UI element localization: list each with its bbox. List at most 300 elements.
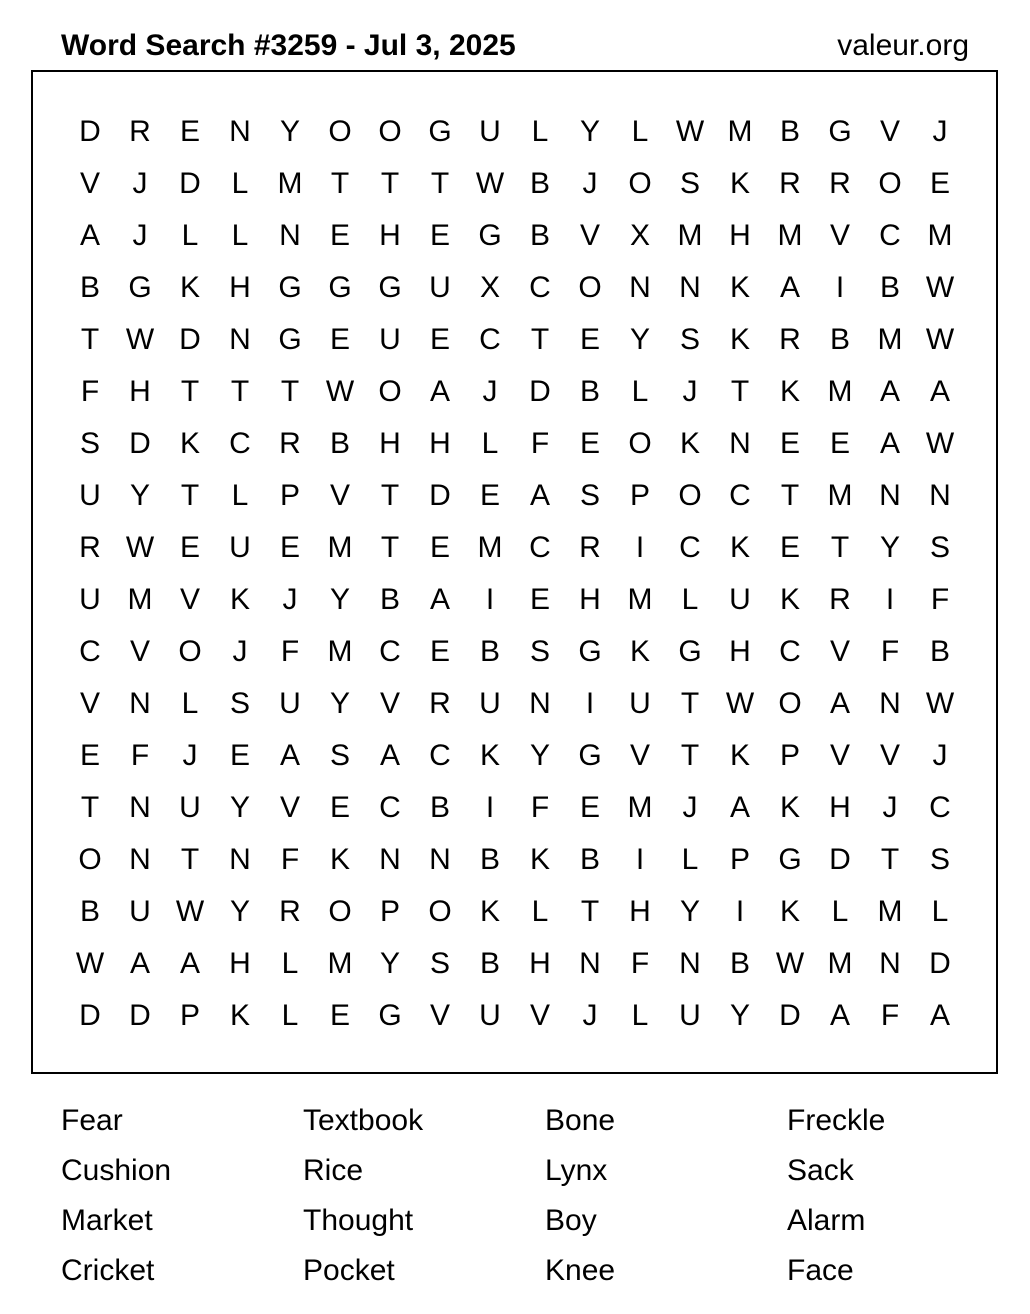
grid-letter[interactable]: T (780, 479, 800, 512)
grid-letter[interactable]: T (80, 323, 100, 356)
grid-letter[interactable]: Y (129, 479, 150, 512)
grid-letter[interactable]: V (79, 687, 100, 720)
grid-letter[interactable]: N (129, 843, 151, 876)
grid-letter[interactable]: P (279, 479, 300, 512)
grid-letter[interactable]: D (129, 999, 151, 1032)
grid-letter[interactable]: W (125, 531, 155, 564)
grid-letter[interactable]: G (678, 635, 702, 668)
grid-letter[interactable]: P (779, 739, 800, 772)
grid-letter[interactable]: M (477, 531, 503, 564)
grid-letter[interactable]: N (129, 687, 151, 720)
grid-letter[interactable]: O (78, 843, 102, 876)
grid-letter[interactable]: T (230, 375, 250, 408)
grid-letter[interactable]: U (79, 479, 101, 512)
grid-letter[interactable]: S (679, 167, 700, 200)
grid-letter[interactable]: U (379, 323, 401, 356)
grid-letter[interactable]: U (429, 271, 451, 304)
grid-letter[interactable]: T (330, 167, 350, 200)
grid-letter[interactable]: F (930, 583, 950, 616)
grid-letter[interactable]: U (79, 583, 101, 616)
grid-letter[interactable]: M (877, 895, 903, 928)
grid-letter[interactable]: E (179, 115, 200, 148)
grid-letter[interactable]: R (829, 167, 851, 200)
grid-letter[interactable]: E (479, 479, 500, 512)
grid-letter[interactable]: L (631, 999, 649, 1032)
grid-letter[interactable]: L (681, 583, 699, 616)
grid-letter[interactable]: A (529, 479, 550, 512)
grid-letter[interactable]: T (180, 375, 200, 408)
grid-letter[interactable]: C (379, 791, 401, 824)
grid-letter[interactable]: U (479, 687, 501, 720)
grid-letter[interactable]: N (679, 271, 701, 304)
grid-letter[interactable]: C (529, 531, 551, 564)
grid-letter[interactable]: T (280, 375, 300, 408)
grid-letter[interactable]: H (229, 271, 251, 304)
grid-letter[interactable]: M (127, 583, 153, 616)
grid-letter[interactable]: E (829, 427, 850, 460)
grid-letter[interactable]: C (779, 635, 801, 668)
grid-letter[interactable]: V (279, 791, 300, 824)
grid-letter[interactable]: E (179, 531, 200, 564)
grid-letter[interactable]: N (229, 323, 251, 356)
grid-letter[interactable]: N (129, 791, 151, 824)
grid-letter[interactable]: J (582, 167, 598, 200)
grid-letter[interactable]: A (929, 375, 950, 408)
grid-letter[interactable]: T (380, 479, 400, 512)
grid-letter[interactable]: B (879, 271, 900, 304)
grid-letter[interactable]: J (132, 219, 148, 252)
grid-letter[interactable]: O (328, 895, 352, 928)
grid-letter[interactable]: A (79, 219, 100, 252)
grid-letter[interactable]: P (729, 843, 750, 876)
grid-letter[interactable]: E (579, 323, 600, 356)
grid-letter[interactable]: X (629, 219, 650, 252)
grid-letter[interactable]: V (129, 635, 150, 668)
grid-letter[interactable]: M (327, 531, 353, 564)
grid-letter[interactable]: J (882, 791, 898, 824)
grid-letter[interactable]: C (79, 635, 101, 668)
grid-letter[interactable]: E (229, 739, 250, 772)
grid-letter[interactable]: M (777, 219, 803, 252)
grid-letter[interactable]: U (129, 895, 151, 928)
grid-letter[interactable]: D (429, 479, 451, 512)
grid-letter[interactable]: G (478, 219, 502, 252)
grid-letter[interactable]: W (325, 375, 355, 408)
grid-letter[interactable]: R (279, 895, 301, 928)
grid-letter[interactable]: B (929, 635, 950, 668)
grid-letter[interactable]: C (679, 531, 701, 564)
grid-letter[interactable]: H (829, 791, 851, 824)
grid-letter[interactable]: E (779, 531, 800, 564)
grid-letter[interactable]: A (129, 947, 150, 980)
grid-letter[interactable]: R (429, 687, 451, 720)
grid-letter[interactable]: V (829, 635, 850, 668)
grid-letter[interactable]: N (579, 947, 601, 980)
grid-letter[interactable]: H (529, 947, 551, 980)
grid-letter[interactable]: T (380, 531, 400, 564)
grid-letter[interactable]: E (529, 583, 550, 616)
grid-letter[interactable]: Y (579, 115, 600, 148)
grid-letter[interactable]: O (878, 167, 902, 200)
grid-letter[interactable]: D (179, 323, 201, 356)
grid-letter[interactable]: K (779, 583, 800, 616)
grid-letter[interactable]: E (429, 635, 450, 668)
grid-letter[interactable]: D (779, 999, 801, 1032)
grid-letter[interactable]: J (932, 739, 948, 772)
grid-letter[interactable]: W (75, 947, 105, 980)
grid-letter[interactable]: K (179, 427, 200, 460)
grid-letter[interactable]: M (727, 115, 753, 148)
grid-letter[interactable]: T (680, 687, 700, 720)
grid-letter[interactable]: V (629, 739, 650, 772)
grid-letter[interactable]: Y (679, 895, 700, 928)
grid-letter[interactable]: J (682, 791, 698, 824)
grid-letter[interactable]: S (229, 687, 250, 720)
grid-letter[interactable]: Y (529, 739, 550, 772)
grid-letter[interactable]: L (831, 895, 849, 928)
grid-letter[interactable]: K (679, 427, 700, 460)
grid-letter[interactable]: I (485, 583, 495, 616)
grid-letter[interactable]: K (229, 583, 250, 616)
grid-letter[interactable]: F (280, 843, 300, 876)
grid-letter[interactable]: Y (629, 323, 650, 356)
grid-letter[interactable]: S (329, 739, 350, 772)
grid-letter[interactable]: V (879, 739, 900, 772)
grid-letter[interactable]: F (80, 375, 100, 408)
grid-letter[interactable]: K (529, 843, 550, 876)
grid-letter[interactable]: T (880, 843, 900, 876)
grid-letter[interactable]: G (328, 271, 352, 304)
grid-letter[interactable]: A (729, 791, 750, 824)
grid-letter[interactable]: C (229, 427, 251, 460)
grid-letter[interactable]: M (827, 947, 853, 980)
grid-letter[interactable]: E (329, 791, 350, 824)
grid-letter[interactable]: I (735, 895, 745, 928)
grid-letter[interactable]: G (378, 999, 402, 1032)
grid-letter[interactable]: R (129, 115, 151, 148)
grid-letter[interactable]: K (729, 323, 750, 356)
grid-letter[interactable]: K (229, 999, 250, 1032)
grid-letter[interactable]: O (428, 895, 452, 928)
grid-letter[interactable]: L (281, 999, 299, 1032)
grid-letter[interactable]: O (628, 167, 652, 200)
grid-letter[interactable]: C (929, 791, 951, 824)
grid-letter[interactable]: D (129, 427, 151, 460)
grid-letter[interactable]: U (229, 531, 251, 564)
grid-letter[interactable]: K (629, 635, 650, 668)
grid-letter[interactable]: H (579, 583, 601, 616)
grid-letter[interactable]: H (729, 219, 751, 252)
grid-letter[interactable]: A (429, 375, 450, 408)
grid-letter[interactable]: J (132, 167, 148, 200)
grid-letter[interactable]: W (925, 323, 955, 356)
grid-letter[interactable]: U (279, 687, 301, 720)
grid-letter[interactable]: G (578, 739, 602, 772)
grid-letter[interactable]: Y (879, 531, 900, 564)
grid-letter[interactable]: V (179, 583, 200, 616)
grid-letter[interactable]: A (279, 739, 300, 772)
grid-letter[interactable]: L (531, 895, 549, 928)
grid-letter[interactable]: U (629, 687, 651, 720)
grid-letter[interactable]: H (229, 947, 251, 980)
grid-letter[interactable]: B (479, 947, 500, 980)
grid-letter[interactable]: D (79, 115, 101, 148)
grid-letter[interactable]: U (679, 999, 701, 1032)
grid-letter[interactable]: A (929, 999, 950, 1032)
grid-letter[interactable]: I (635, 531, 645, 564)
grid-letter[interactable]: P (629, 479, 650, 512)
grid-letter[interactable]: B (479, 843, 500, 876)
grid-letter[interactable]: B (329, 427, 350, 460)
grid-letter[interactable]: U (179, 791, 201, 824)
grid-letter[interactable]: T (80, 791, 100, 824)
grid-letter[interactable]: V (829, 219, 850, 252)
grid-letter[interactable]: K (729, 167, 750, 200)
grid-letter[interactable]: A (179, 947, 200, 980)
grid-letter[interactable]: N (879, 479, 901, 512)
grid-letter[interactable]: N (429, 843, 451, 876)
grid-letter[interactable]: W (675, 115, 705, 148)
grid-letter[interactable]: Y (729, 999, 750, 1032)
grid-letter[interactable]: N (879, 687, 901, 720)
grid-letter[interactable]: K (779, 791, 800, 824)
grid-letter[interactable]: N (279, 219, 301, 252)
grid-letter[interactable]: W (775, 947, 805, 980)
grid-letter[interactable]: L (631, 115, 649, 148)
grid-letter[interactable]: C (729, 479, 751, 512)
grid-letter[interactable]: O (178, 635, 202, 668)
grid-letter[interactable]: Y (329, 583, 350, 616)
grid-letter[interactable]: B (579, 843, 600, 876)
grid-letter[interactable]: H (429, 427, 451, 460)
grid-letter[interactable]: W (925, 271, 955, 304)
grid-letter[interactable]: I (835, 271, 845, 304)
grid-letter[interactable]: C (479, 323, 501, 356)
grid-letter[interactable]: K (479, 739, 500, 772)
grid-letter[interactable]: A (829, 687, 850, 720)
grid-letter[interactable]: V (829, 739, 850, 772)
grid-letter[interactable]: K (779, 895, 800, 928)
grid-letter[interactable]: T (180, 479, 200, 512)
grid-letter[interactable]: M (327, 635, 353, 668)
grid-letter[interactable]: G (578, 635, 602, 668)
grid-letter[interactable]: V (79, 167, 100, 200)
grid-letter[interactable]: Y (229, 791, 250, 824)
grid-letter[interactable]: U (479, 115, 501, 148)
grid-letter[interactable]: N (879, 947, 901, 980)
grid-letter[interactable]: J (932, 115, 948, 148)
grid-letter[interactable]: T (180, 843, 200, 876)
grid-letter[interactable]: A (879, 375, 900, 408)
grid-letter[interactable]: K (779, 375, 800, 408)
grid-letter[interactable]: G (278, 271, 302, 304)
grid-letter[interactable]: E (779, 427, 800, 460)
grid-letter[interactable]: U (729, 583, 751, 616)
grid-letter[interactable]: V (429, 999, 450, 1032)
grid-letter[interactable]: E (329, 219, 350, 252)
grid-letter[interactable]: M (827, 375, 853, 408)
grid-letter[interactable]: V (529, 999, 550, 1032)
grid-letter[interactable]: I (585, 687, 595, 720)
grid-letter[interactable]: L (931, 895, 949, 928)
grid-letter[interactable]: C (879, 219, 901, 252)
grid-letter[interactable]: E (79, 739, 100, 772)
grid-letter[interactable]: O (778, 687, 802, 720)
grid-letter[interactable]: P (379, 895, 400, 928)
grid-letter[interactable]: M (677, 219, 703, 252)
grid-letter[interactable]: W (175, 895, 205, 928)
grid-letter[interactable]: D (829, 843, 851, 876)
grid-letter[interactable]: G (828, 115, 852, 148)
grid-letter[interactable]: D (79, 999, 101, 1032)
grid-letter[interactable]: O (578, 271, 602, 304)
grid-letter[interactable]: A (779, 271, 800, 304)
grid-letter[interactable]: C (429, 739, 451, 772)
grid-letter[interactable]: H (729, 635, 751, 668)
grid-letter[interactable]: L (231, 479, 249, 512)
grid-letter[interactable]: R (779, 167, 801, 200)
grid-letter[interactable]: E (929, 167, 950, 200)
grid-letter[interactable]: B (379, 583, 400, 616)
grid-letter[interactable]: B (579, 375, 600, 408)
grid-letter[interactable]: L (531, 115, 549, 148)
grid-letter[interactable]: S (79, 427, 100, 460)
grid-letter[interactable]: M (877, 323, 903, 356)
grid-letter[interactable]: R (829, 583, 851, 616)
grid-letter[interactable]: W (125, 323, 155, 356)
grid-letter[interactable]: O (328, 115, 352, 148)
grid-letter[interactable]: K (329, 843, 350, 876)
grid-letter[interactable]: B (529, 219, 550, 252)
grid-letter[interactable]: I (485, 791, 495, 824)
grid-letter[interactable]: I (885, 583, 895, 616)
grid-letter[interactable]: K (729, 531, 750, 564)
grid-letter[interactable]: G (278, 323, 302, 356)
grid-letter[interactable]: W (925, 687, 955, 720)
grid-letter[interactable]: T (430, 167, 450, 200)
grid-letter[interactable]: V (879, 115, 900, 148)
grid-letter[interactable]: B (79, 895, 100, 928)
grid-letter[interactable]: F (280, 635, 300, 668)
grid-letter[interactable]: A (879, 427, 900, 460)
grid-letter[interactable]: M (627, 583, 653, 616)
grid-letter[interactable]: H (629, 895, 651, 928)
grid-letter[interactable]: B (779, 115, 800, 148)
grid-letter[interactable]: H (379, 219, 401, 252)
grid-letter[interactable]: B (429, 791, 450, 824)
grid-letter[interactable]: N (379, 843, 401, 876)
grid-letter[interactable]: V (329, 479, 350, 512)
grid-letter[interactable]: G (428, 115, 452, 148)
grid-letter[interactable]: J (182, 739, 198, 772)
grid-letter[interactable]: K (179, 271, 200, 304)
grid-letter[interactable]: J (282, 583, 298, 616)
grid-letter[interactable]: S (929, 843, 950, 876)
grid-letter[interactable]: Y (379, 947, 400, 980)
grid-letter[interactable]: T (730, 375, 750, 408)
grid-letter[interactable]: W (725, 687, 755, 720)
grid-letter[interactable]: B (79, 271, 100, 304)
grid-letter[interactable]: R (779, 323, 801, 356)
grid-letter[interactable]: D (529, 375, 551, 408)
grid-letter[interactable]: N (929, 479, 951, 512)
grid-letter[interactable]: L (481, 427, 499, 460)
grid-letter[interactable]: T (580, 895, 600, 928)
grid-letter[interactable]: O (678, 479, 702, 512)
grid-letter[interactable]: K (479, 895, 500, 928)
grid-letter[interactable]: F (630, 947, 650, 980)
grid-letter[interactable]: E (329, 999, 350, 1032)
grid-letter[interactable]: M (627, 791, 653, 824)
grid-letter[interactable]: M (927, 219, 953, 252)
grid-letter[interactable]: N (629, 271, 651, 304)
grid-letter[interactable]: H (129, 375, 151, 408)
grid-letter[interactable]: S (579, 479, 600, 512)
grid-letter[interactable]: E (429, 323, 450, 356)
grid-letter[interactable]: F (880, 635, 900, 668)
grid-letter[interactable]: W (925, 427, 955, 460)
grid-letter[interactable]: D (929, 947, 951, 980)
grid-letter[interactable]: Y (229, 895, 250, 928)
grid-letter[interactable]: B (729, 947, 750, 980)
grid-letter[interactable]: T (380, 167, 400, 200)
grid-letter[interactable]: E (429, 219, 450, 252)
grid-letter[interactable]: A (379, 739, 400, 772)
grid-letter[interactable]: O (628, 427, 652, 460)
grid-letter[interactable]: J (232, 635, 248, 668)
grid-letter[interactable]: N (679, 947, 701, 980)
grid-letter[interactable]: S (429, 947, 450, 980)
grid-letter[interactable]: L (181, 687, 199, 720)
grid-letter[interactable]: V (379, 687, 400, 720)
grid-letter[interactable]: R (279, 427, 301, 460)
grid-letter[interactable]: L (681, 843, 699, 876)
grid-letter[interactable]: M (277, 167, 303, 200)
grid-letter[interactable]: B (829, 323, 850, 356)
grid-letter[interactable]: M (827, 479, 853, 512)
grid-letter[interactable]: F (530, 791, 550, 824)
grid-letter[interactable]: N (229, 843, 251, 876)
grid-letter[interactable]: F (880, 999, 900, 1032)
grid-letter[interactable]: S (679, 323, 700, 356)
grid-letter[interactable]: O (378, 375, 402, 408)
grid-letter[interactable]: U (479, 999, 501, 1032)
grid-letter[interactable]: T (680, 739, 700, 772)
grid-letter[interactable]: N (229, 115, 251, 148)
grid-letter[interactable]: L (231, 167, 249, 200)
grid-letter[interactable]: L (281, 947, 299, 980)
grid-letter[interactable]: L (181, 219, 199, 252)
grid-letter[interactable]: H (379, 427, 401, 460)
grid-letter[interactable]: I (635, 843, 645, 876)
grid-letter[interactable]: S (929, 531, 950, 564)
grid-letter[interactable]: K (729, 271, 750, 304)
grid-letter[interactable]: W (475, 167, 505, 200)
grid-letter[interactable]: R (79, 531, 101, 564)
grid-letter[interactable]: T (830, 531, 850, 564)
grid-letter[interactable]: G (128, 271, 152, 304)
grid-letter[interactable]: E (579, 791, 600, 824)
grid-letter[interactable]: J (682, 375, 698, 408)
grid-letter[interactable]: C (529, 271, 551, 304)
grid-letter[interactable]: B (529, 167, 550, 200)
grid-letter[interactable]: L (231, 219, 249, 252)
grid-letter[interactable]: A (429, 583, 450, 616)
grid-letter[interactable]: D (179, 167, 201, 200)
grid-letter[interactable]: N (529, 687, 551, 720)
grid-letter[interactable]: X (479, 271, 500, 304)
grid-letter[interactable]: Y (329, 687, 350, 720)
